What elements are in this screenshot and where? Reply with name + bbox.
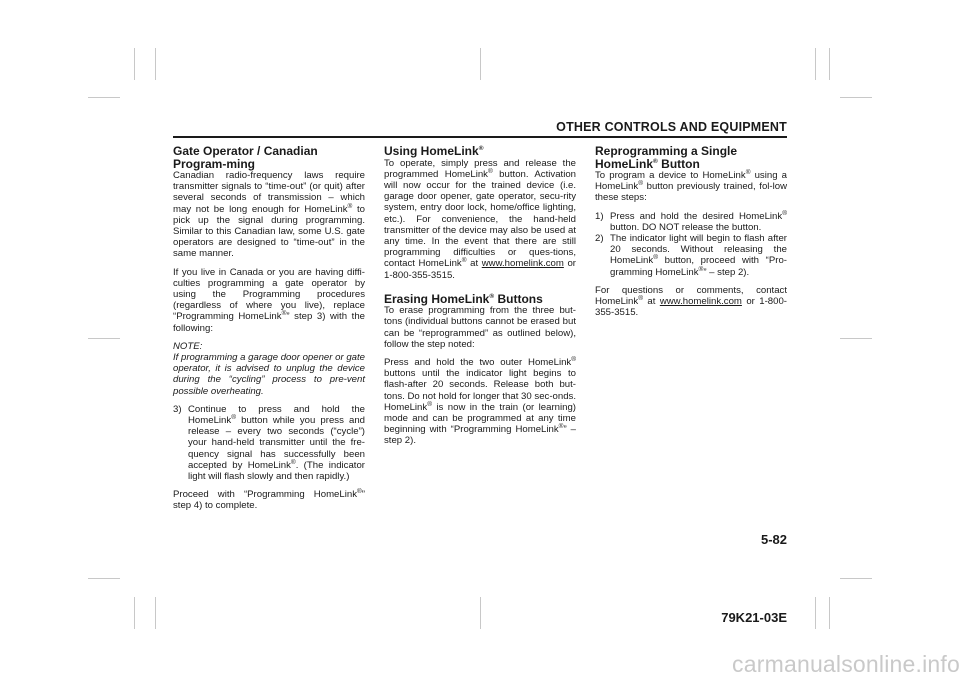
list-item: [595, 211, 787, 233]
heading-using-homelink: Using HomeLink®: [384, 144, 484, 158]
column-2: [384, 145, 576, 454]
paragraph-text: For questions or comments, contact HomeLink® at: [595, 284, 787, 308]
paragraph: If you live in Canada or you are having diffi-culties programming a gate operator by using the Programming procedures (regardless of where you live), replace “Programming HomeLink®” step 3) with the following:: [173, 266, 365, 334]
crop-mark: [480, 48, 481, 80]
paragraph: [384, 158, 576, 281]
step-text: Press and hold the desired HomeLink® button. DO NOT release the button.: [610, 209, 787, 233]
step-number: 1): [595, 210, 604, 222]
paragraph: Canadian radio-frequency laws require transmitter signals to “time-out” (or quit) after several seconds of transmission – which may not be long enough for HomeLink® to pick up the signal during programming. Similar to this Canadian law, some U.S. gate operators are designed to “time-out” in the same manner.: [173, 170, 365, 260]
crop-mark: [840, 338, 872, 339]
heading-line: Reprogramming a Single: [595, 144, 738, 158]
heading-reprogramming: [595, 145, 787, 170]
heading-line: HomeLink® Button: [595, 156, 700, 171]
crop-mark: [88, 578, 120, 579]
homelink-link[interactable]: www.homelink.com: [481, 258, 564, 270]
crop-mark: [815, 597, 816, 629]
crop-mark: [829, 597, 830, 629]
paragraph-tail: or 1-800-355-3515.: [595, 296, 787, 319]
note-text: If programming a garage door opener or gate operator, it is advised to unplug the device during the “cycling” process to pre-vent possible overheating.: [173, 352, 365, 397]
column-3: [595, 145, 787, 325]
paragraph-tail: or 1-800-355-3515.: [384, 258, 576, 281]
step-number: 2): [595, 233, 604, 245]
document-code: 79K21-03E: [721, 610, 787, 625]
paragraph-text: To operate, simply press and release the programmed HomeLink® button. Activation will now occur for the trained device (i.e. garage door opener, gate operator, secu-rity system, entry door lock, home/office lighting, etc.). For convenience, the hand-held transmitter of the device may also be used at any time. In the event that there are still programming difficulties or ques-tions, contact HomeLink® at: [384, 157, 576, 270]
list-item: [595, 233, 787, 278]
heading-erasing-buttons: Erasing HomeLink® Buttons: [384, 291, 543, 306]
crop-mark: [88, 338, 120, 339]
paragraph: [595, 285, 787, 319]
crop-mark: [829, 48, 830, 80]
page-number: 5-82: [760, 532, 787, 547]
crop-mark: [840, 97, 872, 98]
heading-gate-operator: Gate Operator / Canadian Program-ming: [173, 144, 318, 171]
list-item: [173, 404, 365, 482]
watermark: carmanualsonline.info: [732, 651, 960, 677]
note-label: NOTE:: [173, 340, 203, 352]
column-1: [173, 145, 365, 519]
paragraph: To erase programming from the three but-tons (individual buttons cannot be erased but can be “reprogrammed” as outlined below), follow the step noted:: [384, 305, 576, 350]
crop-mark: [134, 48, 135, 80]
section-title: OTHER CONTROLS AND EQUIPMENT: [556, 120, 787, 134]
header-rule: [173, 136, 787, 138]
crop-mark: [155, 48, 156, 80]
step-number: 3): [173, 403, 182, 415]
crop-mark: [815, 48, 816, 80]
crop-mark: [134, 597, 135, 629]
paragraph: Proceed with “Programming HomeLink®” step 4) to complete.: [173, 488, 365, 512]
homelink-link[interactable]: www.homelink.com: [659, 296, 742, 308]
crop-mark: [88, 97, 120, 98]
crop-mark: [480, 597, 481, 629]
step-text: The indicator light will begin to flash after 20 seconds. Without releasing the HomeLink® button, proceed with “Pro-gramming HomeLink®” – step 2).: [610, 233, 787, 278]
paragraph: To program a device to HomeLink® using a HomeLink® button previously trained, fol-low these steps:: [595, 168, 787, 204]
step-text: Continue to press and hold the HomeLink® button while you press and release – every two seconds (“cycle”) your hand-held transmitter until the fre-quency signal has successfully been accepted by HomeLink®. (The indicator light will flash slowly and then rapidly.): [188, 403, 365, 483]
paragraph: Press and hold the two outer HomeLink® buttons until the indicator light begins to flash-after 20 seconds. Release both but-tons. Do not hold for longer that 30 sec-onds. HomeLink® is now in the train (or learning) mode and can be programmed at any time beginning with “Programming HomeLink®” – step 2).: [384, 355, 576, 447]
crop-mark: [840, 578, 872, 579]
crop-mark: [155, 597, 156, 629]
